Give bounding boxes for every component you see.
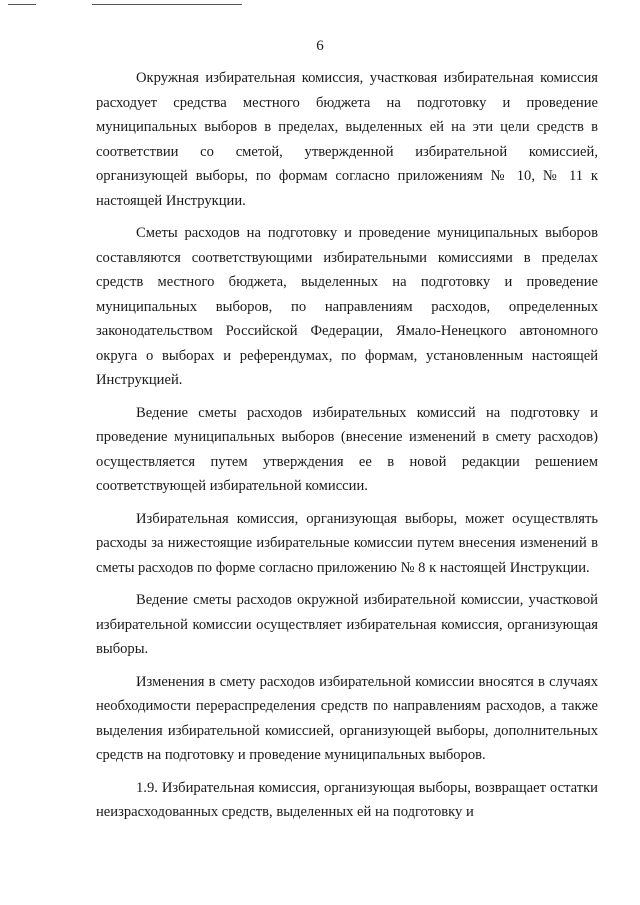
paragraph: Ведение сметы расходов окружной избирательной комиссии, участковой избирательной комиссии осуществляет избирательная комиссия, организующая выборы. (96, 592, 598, 657)
paragraph: Изменения в смету расходов избирательной комиссии вносятся в случаях необходимости перераспределения средств по направлениям расходов, а также выделения избирательной комиссией, организующей выборы, дополнительных средств на подготовку и проведение муниципальных выборов. (96, 673, 598, 763)
document-body (96, 66, 598, 825)
scan-artifact-line (8, 4, 36, 5)
paragraph: 1.9. Избирательная комиссия, организующая выборы, возвращает остатки неизрасходованных средств, выделенных ей на подготовку и (96, 779, 598, 820)
paragraph: Сметы расходов на подготовку и проведение муниципальных выборов составляются соответствующими избирательными комиссиями в пределах средств местного бюджета, выделенных на подготовку и проведение муниципальных выборов, по направлениям расходов, определенных законодательством Российской Федерации, Ямало-Ненецкого автономного округа о выборах и референдумах, по формам, установленным настоящей Инструкцией. (96, 225, 598, 388)
scan-artifact-line (92, 4, 242, 5)
page-number: 6 (316, 38, 324, 54)
paragraph: Ведение сметы расходов избирательных комиссий на подготовку и проведение муниципальных выборов (внесение изменений в смету расходов) осуществляется путем утверждения ее в новой редакции решением соответствующей избирательной комиссии. (96, 404, 598, 494)
paragraph: Избирательная комиссия, организующая выборы, может осуществлять расходы за нижестоящие избирательные комиссии путем внесения изменений в сметы расходов по форме согласно приложению № 8 к настоящей Инструкции. (96, 510, 598, 576)
paragraph: Окружная избирательная комиссия, участковая избирательная комиссия расходует средства местного бюджета на подготовку и проведение муниципальных выборов в пределах, выделенных ей на эти цели средств в соответствии со сметой, утвержденной избирательной комиссией, организующей выборы, по формам согласно приложениям № 10, № 11 к настоящей Инструкции. (96, 70, 598, 209)
